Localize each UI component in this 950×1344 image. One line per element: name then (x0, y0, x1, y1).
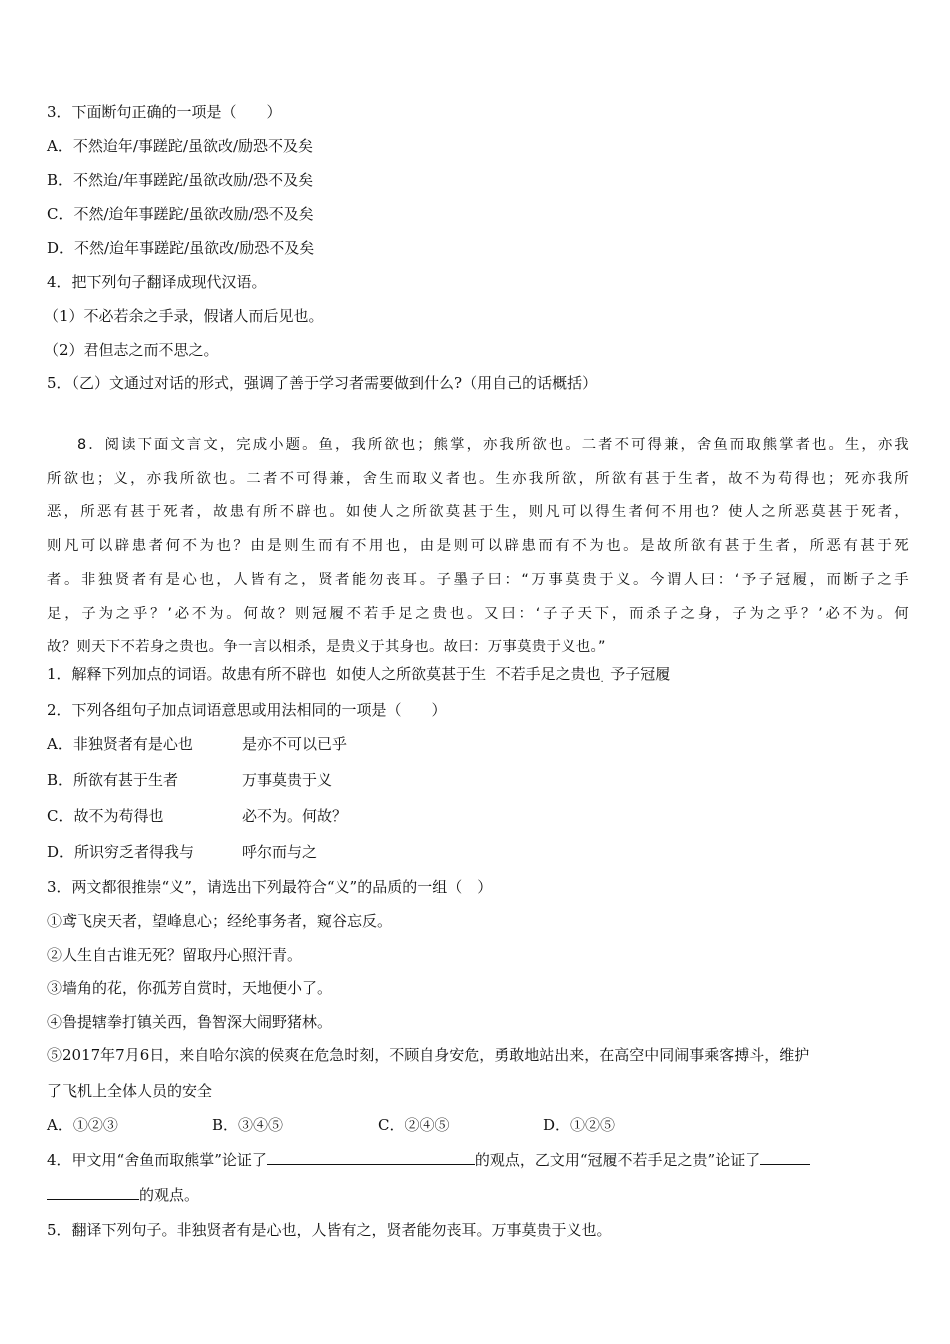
question-4-yi (47, 1150, 810, 1170)
question-1 (47, 664, 670, 684)
phrase-3 (495, 665, 604, 685)
question-4-yi-cont (47, 1185, 199, 1205)
q2-option-d-right: 呼尔而与之 (242, 843, 318, 861)
translate-item-1: （1）不必若余之手录，假诸人而后见也。 (44, 307, 324, 325)
classical-passage (47, 429, 909, 665)
passage-line: 故？则天下不若身之贵也。争一言以相杀，是贵义于其身也。故曰：万事莫贵于义也。” (47, 639, 606, 656)
passage-line: 者。非独贤者有是心也，人皆有之，贤者能勿丧耳。子墨子曰：“万事莫贵于义。今谓人曰：‘予子冠履，而断子之手 (47, 571, 909, 588)
q2-option-a-right: 是亦不可以已乎 (242, 735, 348, 753)
q3-item-4: ④鲁提辖拳打镇关西，鲁智深大闹野猪林。 (47, 1013, 333, 1031)
q2-option-d (47, 842, 447, 862)
translate-item-2: （2）君但志之而不思之。 (44, 341, 219, 359)
q3-item-5-cont: 了飞机上全体人员的安全 (47, 1082, 213, 1100)
q3-choice-a: A．①②③ (47, 1116, 118, 1134)
q4-part-3: 的观点。 (139, 1186, 200, 1204)
q2-option-a (47, 734, 447, 754)
q2-option-c-left: C．故不为苟得也 (47, 807, 164, 825)
q2-option-b-right: 万事莫贵于义 (242, 771, 333, 789)
question-5-yi: 5．翻译下列句子。非独贤者有是心也，人皆有之，贤者能勿丧耳。万事莫贵于义也。 (47, 1221, 612, 1239)
q3-item-2: ②人生自古谁无死？留取丹心照汗青。 (47, 946, 303, 964)
question-4: 4．把下列句子翻译成现代汉语。 (47, 273, 267, 291)
passage-line: 所欲也；义，亦我所欲也。二者不可得兼，舍生而取义者也。生亦我所欲，所欲有甚于生者，故不为苟得也；死亦我所 (47, 470, 909, 487)
question-3-yi: 3．两文都很推崇“义”，请选出下列最符合“义”的品质的一组（ ） (47, 878, 493, 896)
answer-blank-1[interactable] (267, 1150, 475, 1165)
phrase-2: 如使人之所欲莫甚于生 (336, 665, 487, 683)
answer-blank-2-cont[interactable] (47, 1185, 139, 1200)
question-1-label: 1．解释下列加点的词语。 (47, 665, 222, 683)
question-3: 3．下面断句正确的一项是（ ） (47, 103, 282, 121)
q3-choice-d: D．①②⑤ (543, 1116, 616, 1134)
q4-part-1: 4．甲文用“舍鱼而取熊掌”论证了 (47, 1151, 267, 1169)
q4-part-2: 的观点，乙文用“冠履不若手足之贵”论证了 (474, 1151, 761, 1169)
q3-item-5: ⑤2017年7月6日，来自哈尔滨的侯爽在危急时刻，不顾自身安危，勇敢地站出来，在高空中同闹事乘客搏斗，维护 (47, 1046, 810, 1064)
q2-option-c-right: 必不为。何故？ (242, 807, 348, 825)
q3-choice-b: B．③④⑤ (212, 1116, 284, 1134)
option-a: A．不然迨年/事蹉跎/虽欲改/励恐不及矣 (47, 137, 313, 155)
passage-line: 足，子为之乎？’必不为。何故？则冠履不若手足之贵也。又曰：‘子子天下，而杀子之身，子为之乎？’必不为。何 (47, 605, 909, 622)
answer-blank-2[interactable] (760, 1150, 810, 1165)
q3-item-1: ①鸢飞戾天者，望峰息心；经纶事务者，窥谷忘反。 (47, 912, 393, 930)
emphasis-dot: . (600, 674, 604, 685)
q2-option-d-left: D．所识穷乏者得我与 (47, 843, 195, 861)
phrase-4: 予子冠履 (610, 665, 671, 683)
q2-option-a-left: A．非独贤者有是心也 (47, 735, 193, 753)
q3-choice-c: C．②④⑤ (378, 1116, 450, 1134)
q3-item-3: ③墙角的花，你孤芳自赏时，天地便小了。 (47, 979, 333, 997)
passage-line: 8．阅读下面文言文，完成小题。鱼，我所欲也；熊掌，亦我所欲也。二者不可得兼，舍鱼而取熊掌者也。生，亦我 (77, 437, 909, 453)
q2-option-b (47, 770, 447, 790)
passage-line: 则凡可以辟患者何不为也？由是则生而有不用也，由是则可以辟患而有不为也。是故所欲有甚于生者，所恶有甚于死 (47, 538, 909, 555)
phrase-3-text: 不若手足之贵也 (495, 665, 601, 683)
q2-option-c (47, 806, 447, 826)
question-5: 5．（乙）文通过对话的形式，强调了善于学习者需要做到什么?（用自己的话概括） (47, 374, 598, 392)
option-c: C．不然/迨年事蹉跎/虽欲改励/恐不及矣 (47, 205, 314, 223)
phrase-1: 故患有所不辟也 (221, 665, 327, 683)
option-d: D．不然/迨年事蹉跎/虽欲改/励恐不及矣 (47, 239, 315, 257)
question-2: 2．下列各组句子加点词语意思或用法相同的一项是（ ） (47, 701, 447, 719)
option-b: B．不然迨/年事蹉跎/虽欲改励/恐不及矣 (47, 171, 314, 189)
q2-option-b-left: B．所欲有甚于生者 (47, 771, 179, 789)
passage-line: 恶，所恶有甚于死者，故患有所不辟也。如使人之所欲莫甚于生，则凡可以得生者何不用也？使人之所恶莫甚于死者， (47, 504, 909, 521)
